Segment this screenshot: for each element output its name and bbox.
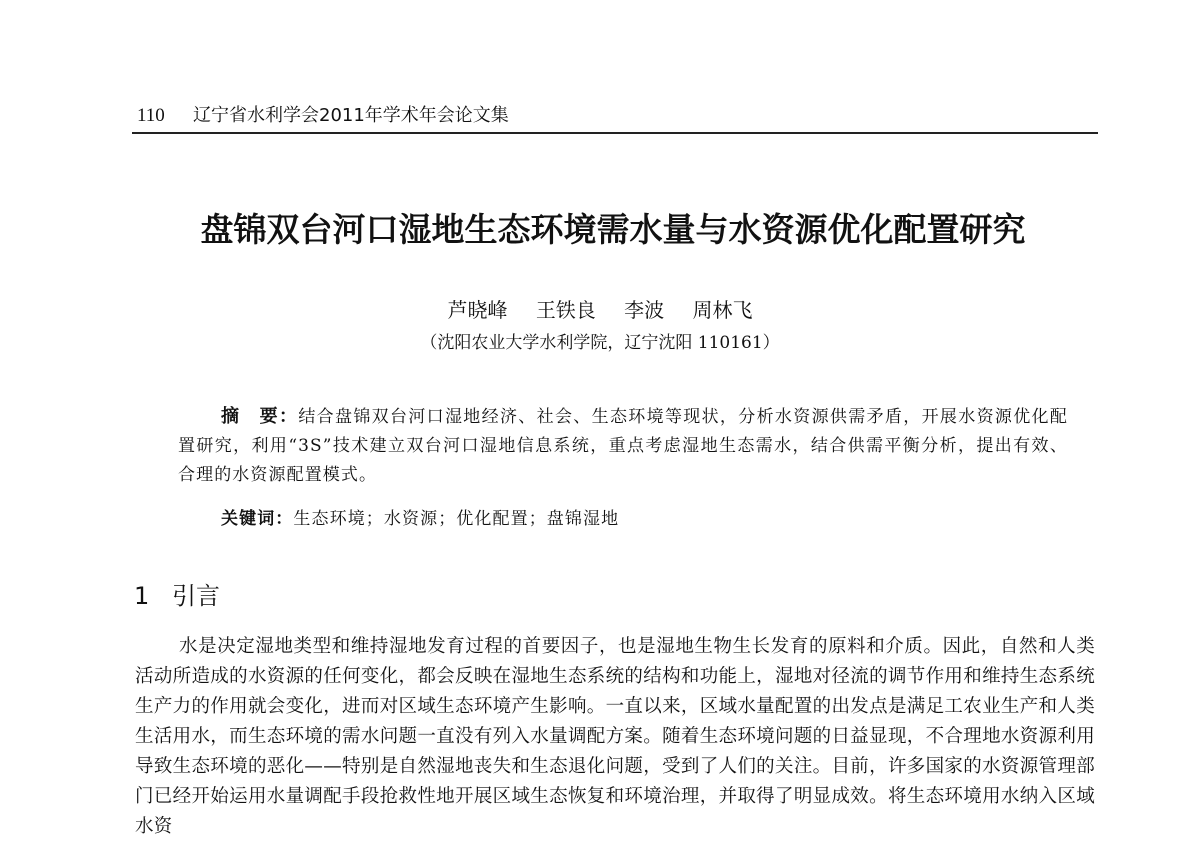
keywords-label: 关键词： bbox=[221, 509, 294, 529]
page-number: 110 bbox=[137, 105, 165, 126]
abstract-label: 摘 要： bbox=[221, 406, 299, 427]
author-name: 李波 bbox=[624, 298, 665, 322]
section-number: 1 bbox=[134, 582, 150, 610]
section-body-paragraph: 水是决定湿地类型和维持湿地发育过程的首要因子，也是湿地生物生长发育的原料和介质。因此，自然和人类活动所造成的水资源的任何变化，都会反映在湿地生态系统的结构和功能上，湿地对径流的调节作用和维持生态系统生产力的作用就会变化，进而对区域生态环境产生影响。一直以来，区域水量配置的出发点是满足工农业生产和人类生活用水，而生态环境的需水问题一直没有列入水量调配方案。随着生态环境问题的日益显现，不合理地水资源利用导致生态环境的恶化——特别是自然湿地丧失和生态退化问题，受到了人们的关注。目前，许多国家的水资源管理部门已经开始运用水量调配手段抢救性地开展区域生态恢复和环境治理，并取得了明显成效。将生态环境用水纳入区域水资 bbox=[135, 636, 1095, 837]
keywords bbox=[221, 505, 1061, 533]
author-name: 芦晓峰 bbox=[447, 298, 508, 322]
keywords-text: 生态环境；水资源；优化配置；盘锦湿地 bbox=[293, 509, 620, 529]
section-heading bbox=[134, 578, 220, 614]
abstract bbox=[178, 402, 1068, 490]
header-rule bbox=[132, 132, 1098, 134]
affiliation: （沈阳农业大学水利学院，辽宁沈阳 110161） bbox=[420, 333, 780, 353]
paper-title: 盘锦双台河口湿地生态环境需水量与水资源优化配置研究 bbox=[200, 210, 1026, 249]
author-name: 周林飞 bbox=[692, 298, 753, 322]
author-name: 王铁良 bbox=[535, 298, 596, 322]
abstract-text: 结合盘锦双台河口湿地经济、社会、生态环境等现状，分析水资源供需矛盾，开展水资源优化配置研究，利用“3S”技术建立双台河口湿地信息系统，重点考虑湿地生态需水，结合供需平衡分析，提出有效、合理的水资源配置模式。 bbox=[178, 407, 1068, 485]
section-title: 引言 bbox=[172, 582, 220, 610]
author-list bbox=[0, 296, 1200, 324]
running-header-title: 辽宁省水利学会2011年学术年会论文集 bbox=[193, 105, 509, 126]
